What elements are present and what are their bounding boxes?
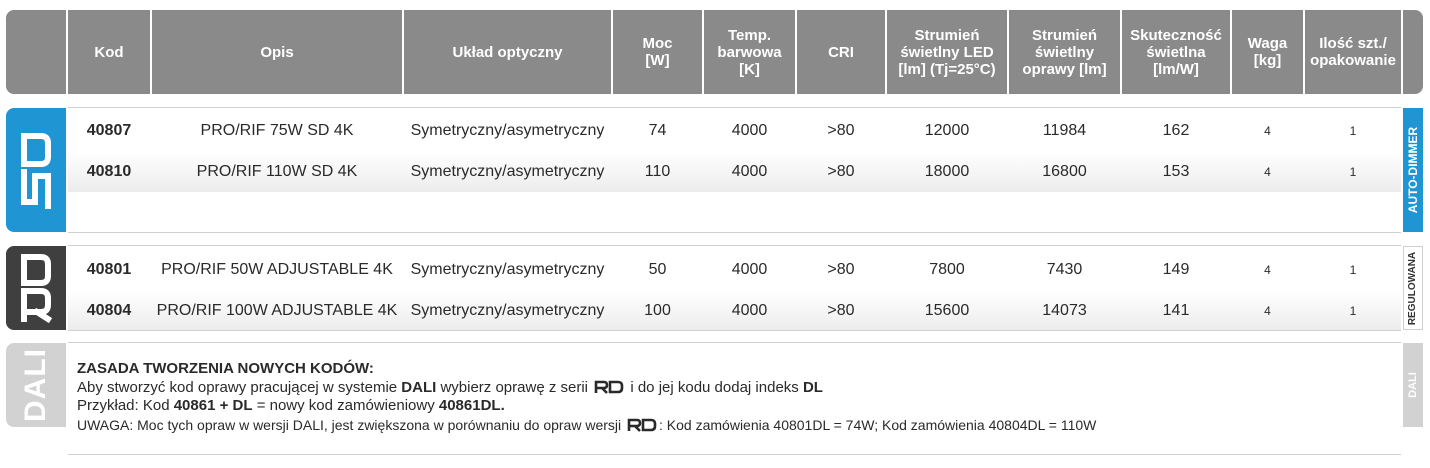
cell-waga: 4 [1264, 263, 1271, 277]
cell-uklad: Symetryczny/asymetryczny [410, 122, 605, 139]
cell-uklad: Symetryczny/asymetryczny [410, 261, 605, 278]
cell-opis: PRO/RIF 50W ADJUSTABLE 4K [161, 261, 393, 278]
cell-moc: 50 [648, 261, 667, 278]
auto-dimmer-tag: AUTO-DIMMER [1403, 108, 1423, 232]
cell-waga: 4 [1264, 165, 1271, 179]
column-header: Strumień świetlny oprawy [lm] [1009, 10, 1120, 94]
cell-cri: >80 [827, 163, 855, 180]
cell-skutecznosc: 141 [1162, 302, 1190, 319]
column-header: Waga [kg] [1232, 10, 1303, 94]
rd-logo-icon [19, 253, 53, 323]
cell-strumien-led: 15600 [924, 302, 970, 319]
cell-cri: >80 [827, 302, 855, 319]
sd-tab [6, 108, 66, 232]
cell-moc: 110 [644, 163, 671, 180]
notes-line-1: Aby stworzyć kod oprawy pracującej w systemie DALI wybierz oprawę z serii i do jej kodu dodaj indeks DL [77, 378, 823, 396]
cell-opis: PRO/RIF 100W ADJUSTABLE 4K [156, 302, 398, 319]
header-corner [6, 10, 66, 94]
cell-uklad: Symetryczny/asymetryczny [410, 302, 605, 319]
cell-strumien-led: 12000 [924, 122, 970, 139]
column-header: Skuteczność świetlna [lm/W] [1122, 10, 1230, 94]
dali-tab: DALI [6, 343, 66, 427]
cell-ilosc: 1 [1349, 124, 1357, 138]
table-row [68, 111, 1401, 151]
cell-waga: 4 [1264, 304, 1271, 318]
notes-title: ZASADA TWORZENIA NOWYCH KODÓW: [77, 360, 374, 377]
cell-moc: 74 [648, 122, 667, 139]
column-header: Moc [W] [613, 10, 702, 94]
cell-temp: 4000 [731, 163, 768, 180]
cell-strumien-oprawy: 16800 [1042, 163, 1087, 180]
cell-kod: 40804 [86, 302, 132, 319]
cell-opis: PRO/RIF 110W SD 4K [196, 163, 358, 180]
cell-skutecznosc: 153 [1162, 163, 1190, 180]
cell-temp: 4000 [731, 122, 768, 139]
cell-skutecznosc: 149 [1162, 261, 1190, 278]
cell-kod: 40801 [86, 261, 132, 278]
column-header: Strumień świetlny LED [lm] (Tj=25°C) [887, 10, 1007, 94]
cell-ilosc: 1 [1349, 165, 1357, 179]
separator [68, 107, 1401, 108]
separator [68, 245, 1401, 246]
cell-ilosc: 1 [1349, 304, 1357, 318]
cell-strumien-led: 18000 [924, 163, 970, 180]
cell-strumien-led: 7800 [929, 261, 965, 278]
cell-skutecznosc: 162 [1162, 122, 1190, 139]
column-header: CRI [797, 10, 885, 94]
cell-uklad: Symetryczny/asymetryczny [410, 163, 605, 180]
cell-moc: 100 [644, 302, 671, 319]
cell-cri: >80 [827, 261, 855, 278]
cell-kod: 40807 [86, 122, 132, 139]
rd-tab [6, 246, 66, 330]
table-row [68, 291, 1401, 331]
table-row [68, 250, 1401, 290]
rd-mini-logo-icon [627, 418, 657, 432]
cell-strumien-oprawy: 11984 [1042, 122, 1087, 139]
cell-kod: 40810 [86, 163, 132, 180]
column-header: Ilość szt./ opakowanie [1305, 10, 1401, 94]
cell-strumien-oprawy: 14073 [1042, 302, 1087, 319]
cell-temp: 4000 [731, 261, 768, 278]
column-header: Opis [152, 10, 402, 94]
notes-line-3: UWAGA: Moc tych opraw w wersji DALI, jest zwiększona w porównaniu do opraw wersji : Kod zamówienia 40801DL = 74W; Kod zamówienia 40804DL = 110W [77, 416, 1097, 433]
column-header: Temp. barwowa [K] [704, 10, 795, 94]
sd-logo-icon [19, 130, 53, 210]
separator [68, 232, 1401, 233]
dali-tag: DALI [1403, 343, 1423, 427]
column-header: Kod [68, 10, 150, 94]
cell-opis: PRO/RIF 75W SD 4K [200, 122, 354, 139]
header-corner-right [1403, 10, 1423, 94]
notes-line-2: Przykład: Kod 40861 + DL = nowy kod zamówieniowy 40861DL. [77, 397, 505, 414]
rd-mini-logo-icon [594, 380, 624, 394]
dali-notes [77, 360, 1096, 434]
separator [68, 454, 1401, 455]
regulowana-tag: REGULOWANA [1403, 246, 1423, 330]
separator [68, 330, 1401, 331]
cell-temp: 4000 [731, 302, 768, 319]
cell-cri: >80 [827, 122, 855, 139]
cell-waga: 4 [1264, 124, 1271, 138]
cell-strumien-oprawy: 7430 [1046, 261, 1083, 278]
separator [68, 342, 1401, 343]
cell-ilosc: 1 [1349, 263, 1357, 277]
column-header: Układ optyczny [404, 10, 611, 94]
table-row [68, 152, 1401, 192]
